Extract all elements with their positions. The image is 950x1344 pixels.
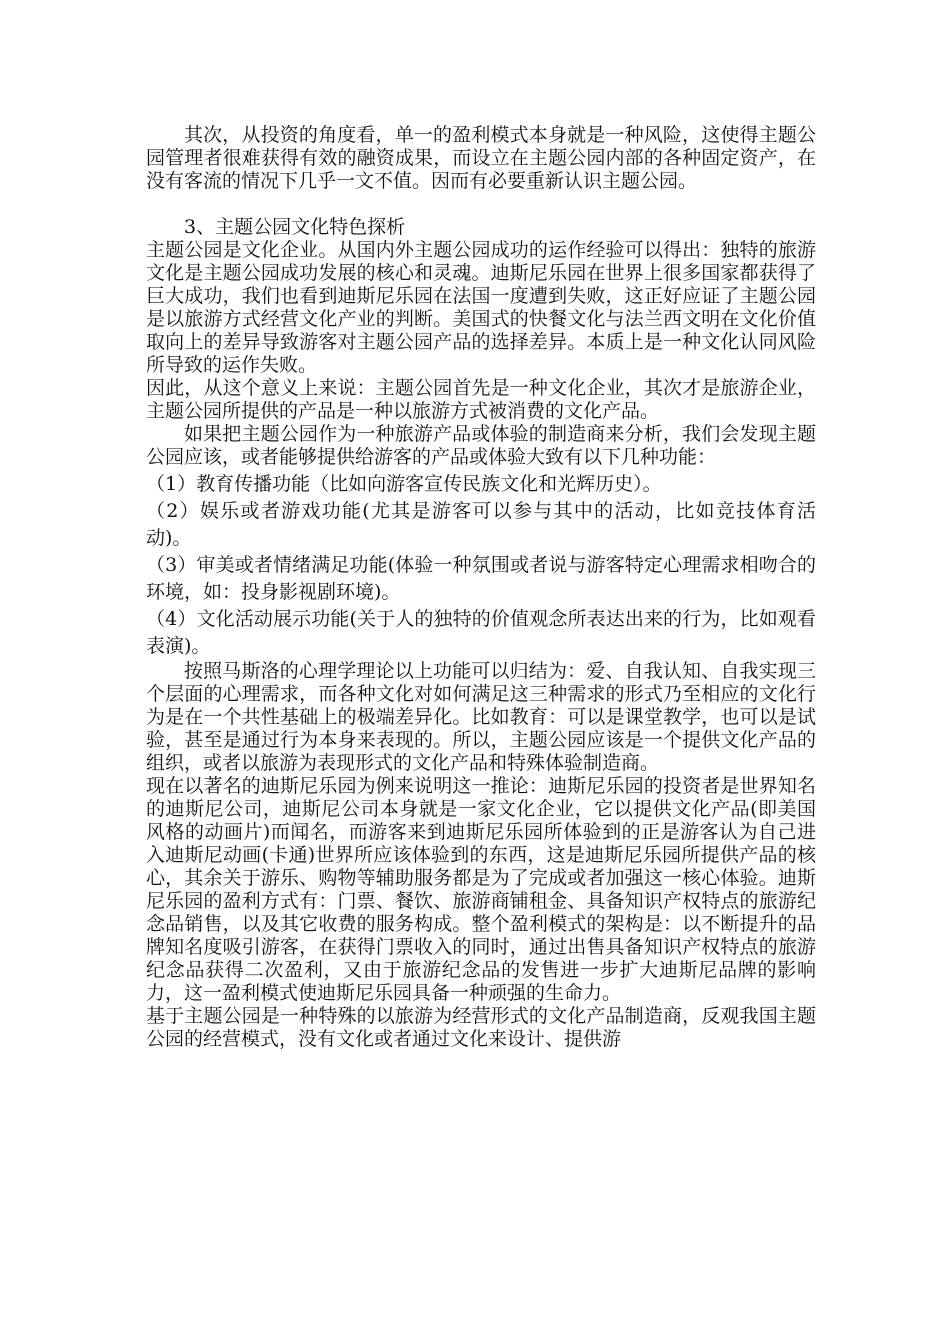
section-heading: 3、主题公园文化特色探析: [184, 216, 406, 238]
paragraph-conclusion: 因此，从这个意义上来说：主题公园首先是一种文化企业，其次才是旅游企业，主题公园所提供的产品是一种以旅游方式被消费的文化产品。: [146, 377, 816, 422]
paragraph-china-theme-parks: 基于主题公园是一种特殊的以旅游为经营形式的文化产品制造商，反观我国主题公园的经营模式，没有文化或者通过文化来设计、提供游: [146, 1005, 816, 1050]
document-body: [146, 124, 816, 1051]
list-item-aesthetic: （3）审美或者情绪满足功能(体验一种氛围或者说与游客特定心理需求相吻合的环境，如：投身影视剧环境)。: [146, 554, 816, 603]
list-item-cultural-display: （4）文化活动展示功能(关于人的独特的价值观念所表达出来的行为，比如观看表演)。: [146, 608, 816, 657]
paragraph-functions-intro: 如果把主题公园作为一种旅游产品或体验的制造商来分析，我们会发现主题公园应该，或者能够提供给游客的产品或体验大致有以下几种功能：: [146, 423, 816, 468]
paragraph-cultural-enterprise: 主题公园是文化企业。从国内外主题公园成功的运作经验可以得出：独特的旅游文化是主题公园成功发展的核心和灵魂。迪斯尼乐园在世界上很多国家都获得了巨大成功，我们也看到迪斯尼乐园在法国一度遭到失败，这正好应证了主题公园是以旅游方式经营文化产业的判断。美国式的快餐文化与法兰西文明在文化价值取向上的差异导致游客对主题公园产品的选择差异。本质上是一种文化认同风险所导致的运作失败。: [146, 239, 816, 376]
paragraph-investment-risk: 其次，从投资的角度看，单一的盈利模式本身就是一种风险，这使得主题公园管理者很难获得有效的融资成果，而设立在主题公园内部的各种固定资产，在没有客流的情况下几乎一文不值。因而有必要重新认识主题公园。: [146, 124, 816, 192]
paragraph-disney-example: 现在以著名的迪斯尼乐园为例来说明这一推论：迪斯尼乐园的投资者是世界知名的迪斯尼公司，迪斯尼公司本身就是一家文化企业，它以提供文化产品(即美国风格的动画片)而闻名，而游客来到迪斯尼乐园所体验到的正是游客认为自己进入迪斯尼动画(卡通)世界所应该体验到的东西，这是迪斯尼乐园所提供产品的核心，其余关于游乐、购物等辅助服务都是为了完成或者加强这一核心体验。迪斯尼乐园的盈利方式有：门票、餐饮、旅游商铺租金、具备知识产权特点的旅游纪念品销售，以及其它收费的服务构成。整个盈利模式的架构是：以不断提升的品牌知名度吸引游客，在获得门票收入的同时，通过出售具备知识产权特点的旅游纪念品获得二次盈利，又由于旅游纪念品的发售进一步扩大迪斯尼品牌的影响力，这一盈利模式使迪斯尼乐园具备一种顽强的生命力。: [146, 775, 816, 1004]
list-item-education: （1）教育传播功能（比如向游客宣传民族文化和光辉历史）。: [146, 473, 662, 495]
paragraph-maslow-theory: 按照马斯洛的心理学理论以上功能可以归结为：爱、自我认知、自我实现三个层面的心理需求，而各种文化对如何满足这三种需求的形式乃至相应的文化行为是在一个共性基础上的极端差异化。比如教育：可以是课堂教学，也可以是试验，甚至是通过行为本身来表现的。所以，主题公园应该是一个提供文化产品的组织，或者以旅游为表现形式的文化产品和特殊体验制造商。: [146, 660, 816, 774]
list-item-entertainment: （2）娱乐或者游戏功能(尤其是游客可以参与其中的活动，比如竞技体育活动)。: [146, 500, 816, 549]
